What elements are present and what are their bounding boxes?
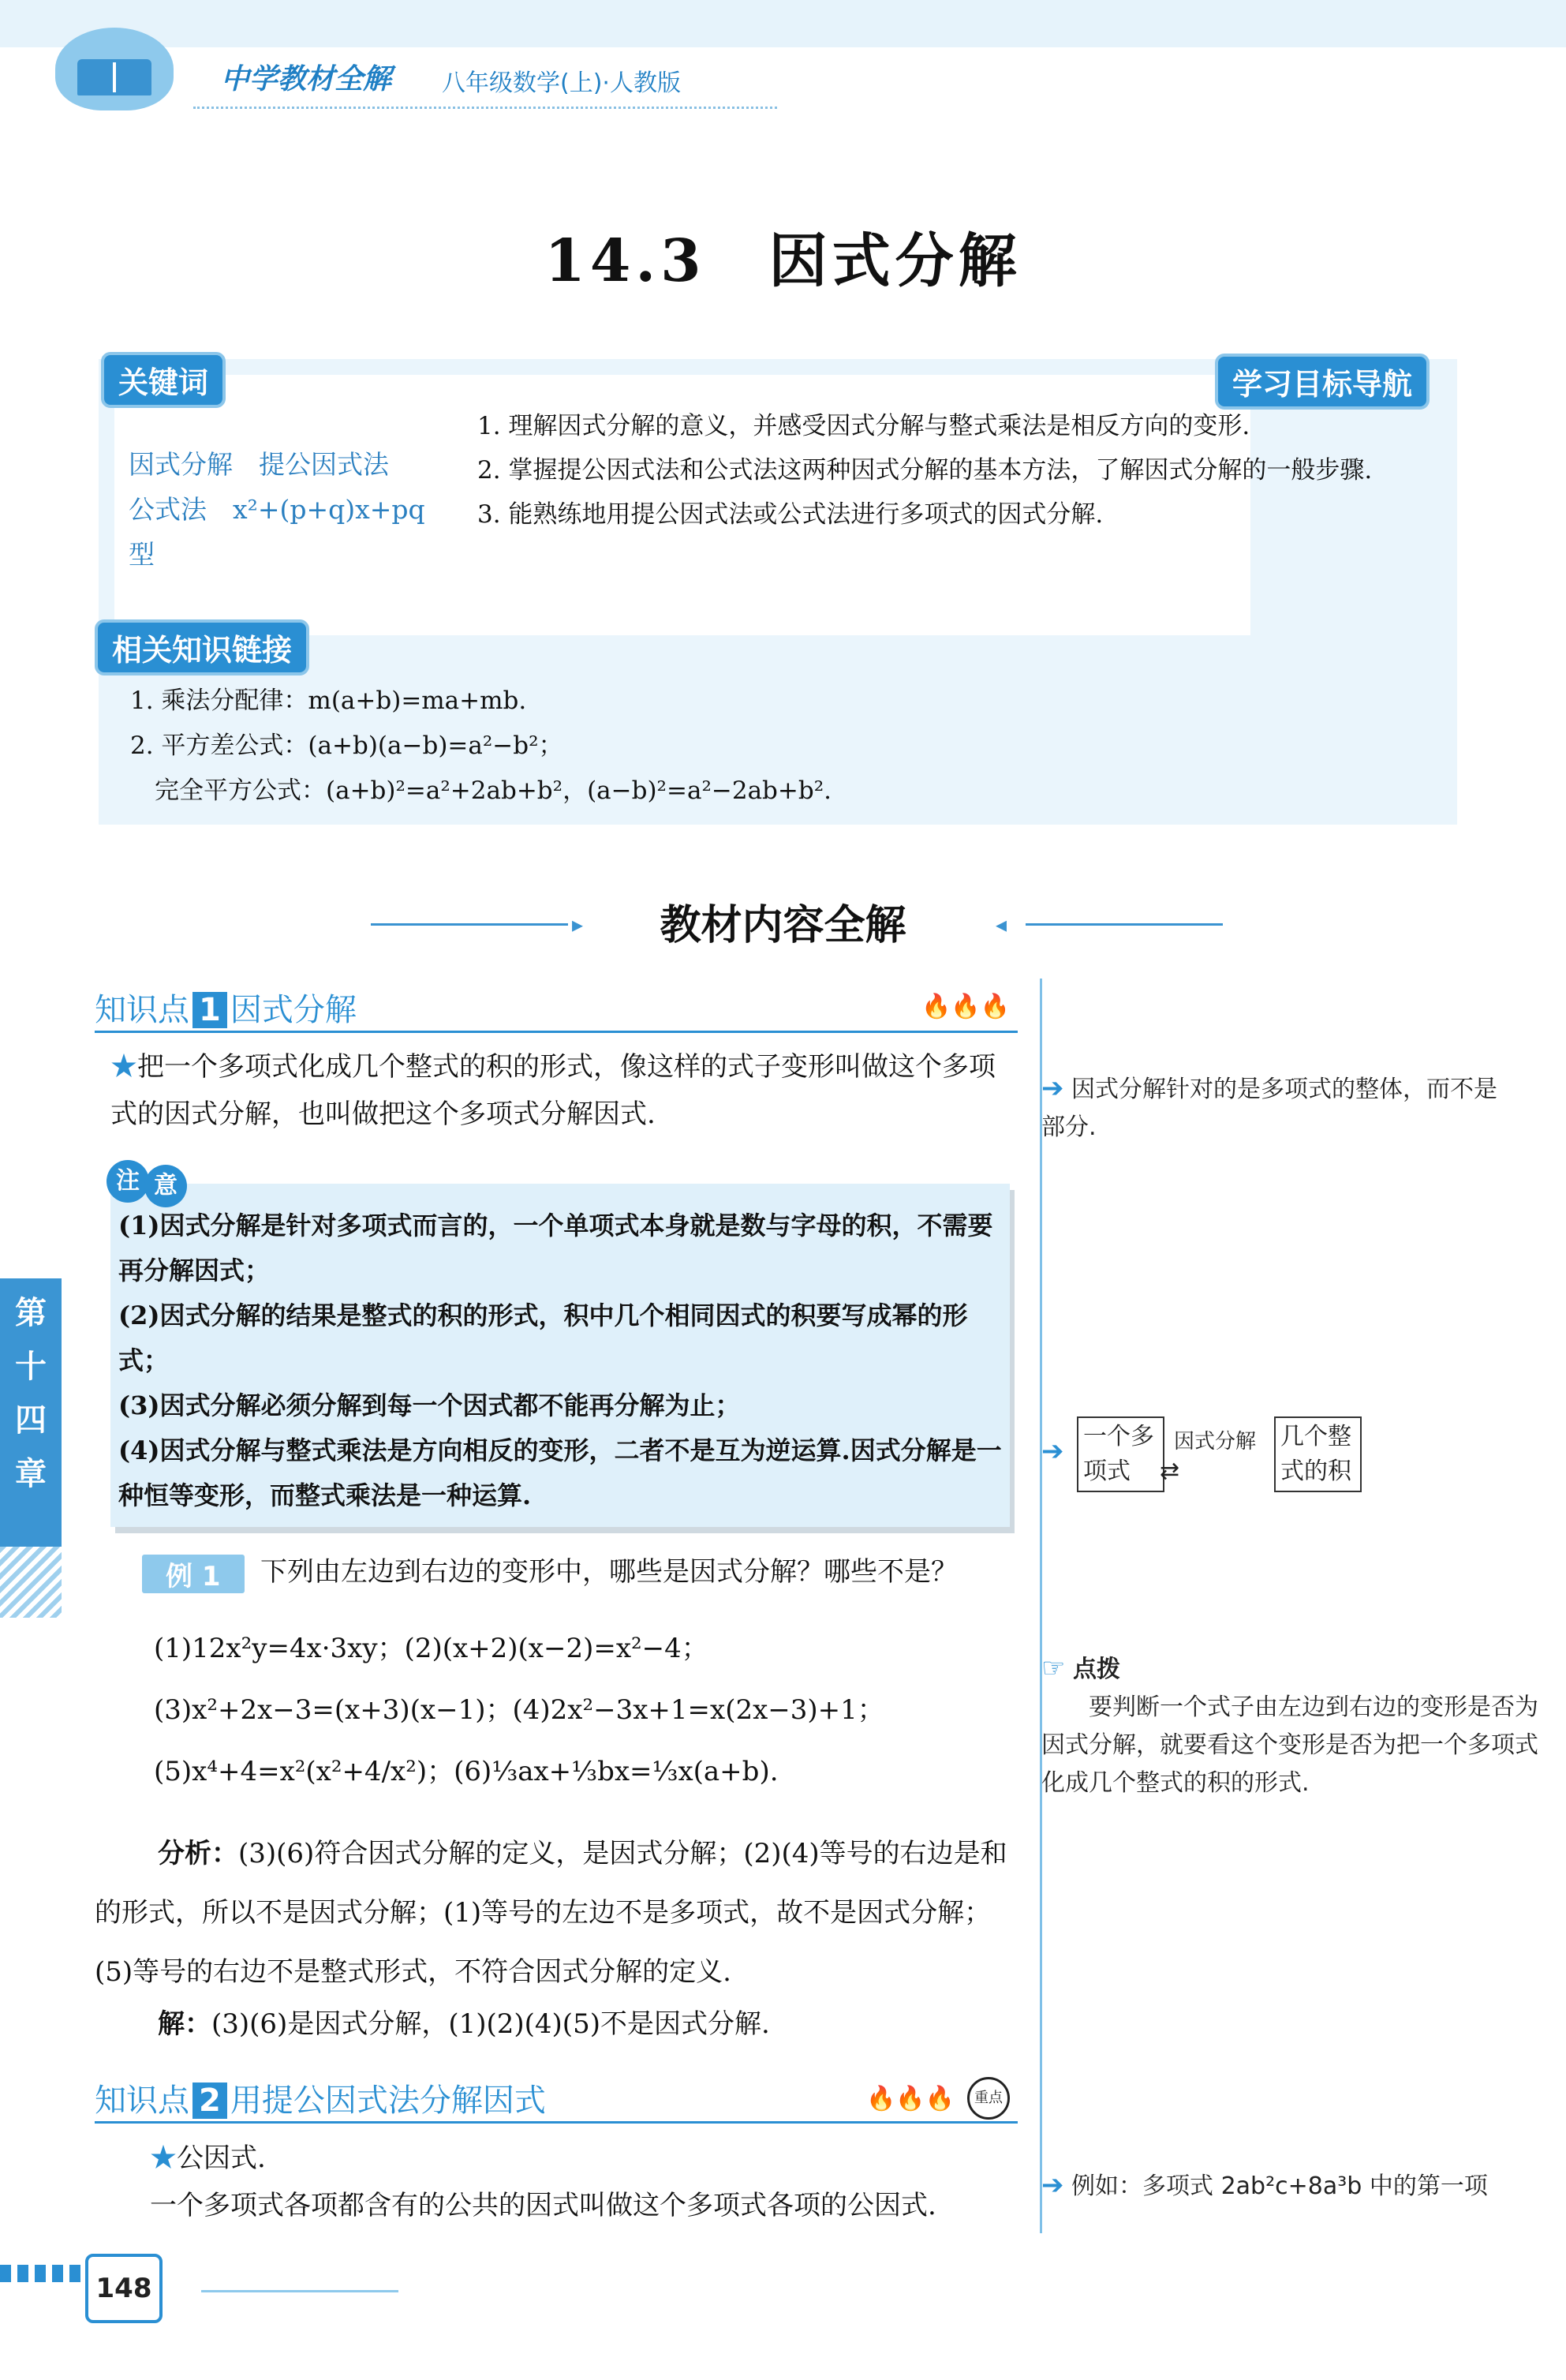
kp-title: 用提公因式法分解因式 bbox=[230, 2082, 546, 2119]
learning-goals-tag: 学习目标导航 bbox=[1215, 354, 1430, 410]
side-note-3-text: 例如：多项式 2ab²c+8a³b 中的第一项 bbox=[1071, 2172, 1488, 2200]
note-line: (3)因式分解必须分解到每一个因式都不能再分解为止； bbox=[118, 1390, 741, 1420]
chapter-tab-char: 章 bbox=[15, 1456, 47, 1492]
kp1-definition-text: 把一个多项式化成几个整式的积的形式，像这样的式子变形叫做这个多项式的因式分解，也叫做把这个多项式分解因式. bbox=[110, 1051, 996, 1130]
note-line: (1)因式分解是针对多项式而言的，一个单项式本身就是数与字母的积，不需要再分解因式； bbox=[118, 1211, 993, 1285]
example-item: (1)12x²y=4x·3xy；(2)(x+2)(x−2)=x²−4； bbox=[154, 1633, 708, 1664]
double-arrow-icon: ⇄ bbox=[1160, 1458, 1180, 1485]
note-tag-char: 注 bbox=[107, 1160, 149, 1203]
footer-rule bbox=[201, 2290, 398, 2292]
kp-prefix: 知识点 bbox=[95, 992, 189, 1028]
kp2-subheading bbox=[150, 2135, 1018, 2182]
goal-item: 1. 理解因式分解的意义，并感受因式分解与整式乘法是相反方向的变形. bbox=[477, 412, 1250, 440]
solution-text: (3)(6)是因式分解，(1)(2)(4)(5)不是因式分解. bbox=[211, 2008, 770, 2040]
tip-title: 点拨 bbox=[1073, 1656, 1121, 1683]
page-number: 148 bbox=[85, 2254, 163, 2323]
diagram-left-box: 一个多项式 bbox=[1077, 1416, 1164, 1492]
tip-heading bbox=[1041, 1649, 1546, 1689]
diagram-right-box: 几个整式的积 bbox=[1274, 1416, 1362, 1492]
tip-box bbox=[1041, 1649, 1546, 1802]
kp-title: 因式分解 bbox=[230, 992, 357, 1028]
goal-item: 2. 掌握提公因式法和公式法这两种因式分解的基本方法，了解因式分解的一般步骤. bbox=[477, 456, 1373, 485]
arrow-right-icon: ➔ bbox=[1041, 1072, 1064, 1104]
link-item: 1. 乘法分配律：m(a+b)=ma+mb. bbox=[130, 687, 527, 715]
kp-number: 1 bbox=[192, 992, 227, 1028]
analysis-text: (3)(6)符合因式分解的定义，是因式分解；(2)(4)等号的右边是和的形式，所以不是因式分解；(1)等号的左边不是多项式，故不是因式分解；(5)等号的右边不是整式形式，不符合因式分解的定义. bbox=[95, 1838, 1007, 1988]
footer-dots bbox=[0, 2265, 83, 2282]
example-tag: 例 1 bbox=[142, 1555, 245, 1593]
header-series-title: 中学教材全解 bbox=[221, 63, 392, 95]
section-title: 14.3 因式分解 bbox=[544, 227, 1022, 295]
note-line: (4)因式分解与整式乘法是方向相反的变形，二者不是互为逆运算.因式分解是一种恒等变形，而整式乘法是一种运算. bbox=[118, 1435, 1002, 1510]
example-solution bbox=[158, 2000, 1018, 2048]
difficulty-flame-icon: 🔥🔥🔥 bbox=[921, 993, 1010, 1020]
note-text bbox=[118, 1203, 1002, 1518]
star-icon: ★ bbox=[110, 1051, 137, 1083]
kp2-definition: 一个多项式各项都含有的公共的因式叫做这个多项式各项的公因式. bbox=[150, 2190, 936, 2221]
arrow-right-icon: ▸ bbox=[572, 911, 584, 937]
related-knowledge-tag: 相关知识链接 bbox=[95, 619, 309, 675]
note-tag-char: 意 bbox=[144, 1165, 187, 1207]
related-knowledge-list bbox=[130, 679, 1314, 814]
goal-item: 3. 能熟练地用提公因式法或公式法进行多项式的因式分解. bbox=[477, 500, 1104, 529]
kp1-definition bbox=[110, 1043, 1018, 1138]
title-rule-right bbox=[1026, 923, 1223, 926]
link-item: 2. 平方差公式：(a+b)(a−b)=a²−b²； bbox=[130, 732, 563, 760]
example-analysis bbox=[95, 1824, 1018, 2002]
kp-prefix: 知识点 bbox=[95, 2082, 189, 2119]
arrow-right-icon: ➔ bbox=[1041, 2169, 1064, 2201]
side-note-1 bbox=[1041, 1069, 1515, 1147]
difficulty-flame-icon: 🔥🔥🔥 bbox=[865, 2085, 955, 2112]
header-band bbox=[0, 0, 1566, 47]
knowledge-point-1-bar bbox=[95, 985, 1018, 1033]
arrow-right-icon: ➔ bbox=[1041, 1435, 1064, 1467]
learning-goals-list bbox=[477, 404, 1448, 537]
knowledge-point-2-bar bbox=[95, 2075, 1018, 2124]
side-note-1-text: 因式分解针对的是多项式的整体，而不是部分. bbox=[1041, 1076, 1498, 1141]
book-logo-icon bbox=[55, 28, 174, 110]
keywords-tag: 关键词 bbox=[101, 352, 226, 408]
content-title: 教材内容全解 bbox=[660, 902, 906, 949]
tip-text: 要判断一个式子由左边到右边的变形是否为因式分解，就要看这个变形是否为把一个多项式化成几个整式的积的形式. bbox=[1041, 1693, 1538, 1797]
chapter-tab-char: 四 bbox=[15, 1402, 47, 1439]
kp2-sub-text: 公因式. bbox=[177, 2142, 266, 2174]
kp-number: 2 bbox=[192, 2082, 227, 2119]
keywords-text: 因式分解 提公因式法 公式法 x²+(p+q)x+pq 型 bbox=[129, 449, 425, 570]
key-point-badge: 重点 bbox=[967, 2077, 1010, 2120]
side-column-rule bbox=[1040, 979, 1042, 2233]
factor-diagram bbox=[1041, 1416, 1530, 1495]
link-item: 完全平方公式：(a+b)²=a²+2ab+b²，(a−b)²=a²−2ab+b². bbox=[130, 776, 832, 805]
chapter-tab-char: 十 bbox=[15, 1349, 47, 1385]
pointing-hand-icon: ☞ bbox=[1041, 1652, 1066, 1684]
header-subtitle: 八年级数学(上)·人教版 bbox=[442, 69, 681, 97]
header-divider bbox=[193, 107, 777, 109]
diagram-arrow-label: 因式分解 bbox=[1173, 1430, 1256, 1454]
example-question: 下列由左边到右边的变形中，哪些是因式分解？哪些不是？ bbox=[260, 1556, 958, 1588]
arrow-left-icon: ◂ bbox=[996, 911, 1007, 937]
analysis-label: 分析： bbox=[158, 1838, 238, 1869]
side-note-3 bbox=[1041, 2166, 1546, 2206]
solution-label: 解： bbox=[158, 2008, 211, 2040]
example-item: (5)x⁴+4=x²(x²+4/x²)；(6)⅓ax+⅓bx=⅓x(a+b). bbox=[154, 1756, 779, 1787]
note-tag bbox=[107, 1160, 201, 1207]
example-item: (3)x²+2x−3=(x+3)(x−1)；(4)2x²−3x+1=x(2x−3)+1； bbox=[154, 1694, 884, 1726]
star-icon: ★ bbox=[150, 2142, 177, 2174]
note-line: (2)因式分解的结果是整式的积的形式，积中几个相同因式的积要写成幂的形式； bbox=[118, 1300, 968, 1375]
chapter-tab bbox=[0, 1278, 62, 1555]
chapter-tab-char: 第 bbox=[15, 1295, 47, 1331]
chapter-tab-stripes bbox=[0, 1547, 62, 1618]
example-items bbox=[154, 1618, 1022, 1802]
